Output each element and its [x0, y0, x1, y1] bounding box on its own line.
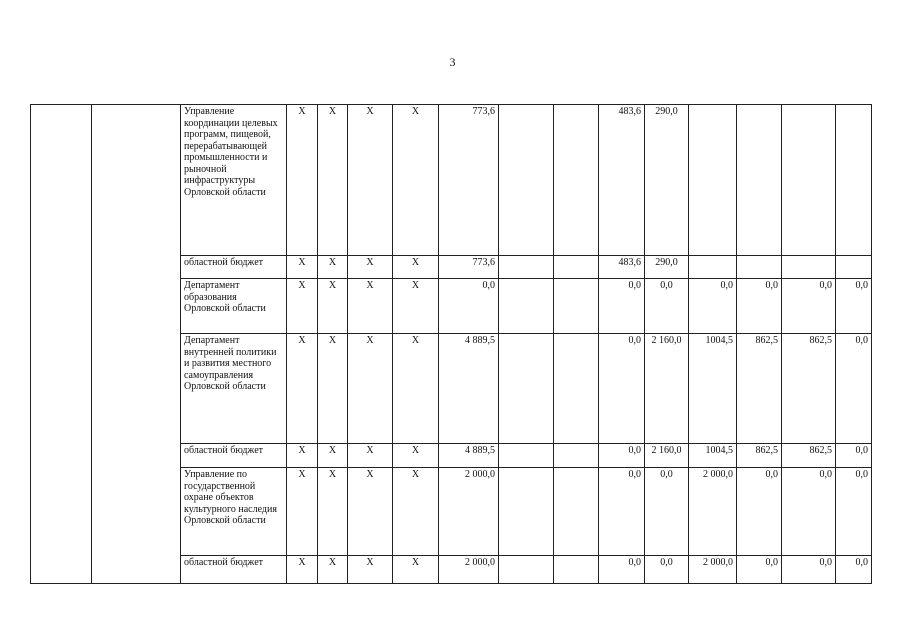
year-cell: 2 160,0 — [645, 444, 689, 468]
year-cell — [499, 105, 554, 256]
x-cell: Х — [393, 556, 439, 584]
year-cell — [737, 105, 782, 256]
x-cell: Х — [287, 556, 318, 584]
year-cell: 0,0 — [645, 556, 689, 584]
year-cell: 0,0 — [737, 468, 782, 556]
year-cell: 2 000,0 — [689, 468, 737, 556]
year-cell — [836, 105, 872, 256]
year-cell: 483,6 — [599, 105, 645, 256]
x-cell: Х — [287, 105, 318, 256]
year-cell — [689, 256, 737, 279]
year-cell — [554, 556, 599, 584]
total-cell: 773,6 — [439, 256, 499, 279]
year-cell: 0,0 — [836, 279, 872, 334]
x-cell: Х — [348, 444, 393, 468]
year-cell — [836, 256, 872, 279]
x-cell: Х — [348, 256, 393, 279]
year-cell — [499, 556, 554, 584]
x-cell: Х — [287, 444, 318, 468]
year-cell: 0,0 — [836, 334, 872, 444]
year-cell — [499, 468, 554, 556]
year-cell — [499, 279, 554, 334]
x-cell: Х — [318, 256, 348, 279]
year-cell: 0,0 — [599, 444, 645, 468]
total-cell: 4 889,5 — [439, 444, 499, 468]
year-cell: 0,0 — [836, 444, 872, 468]
total-cell: 2 000,0 — [439, 556, 499, 584]
year-cell: 0,0 — [782, 468, 836, 556]
page-number: 3 — [449, 55, 456, 69]
x-cell: Х — [287, 279, 318, 334]
x-cell: Х — [348, 334, 393, 444]
year-cell — [782, 256, 836, 279]
executor-name-cell: Управление координации целевых программ, пищевой, перерабатывающей промышленности и рыночной инфраструктуры Орловской области — [181, 105, 287, 256]
year-cell: 0,0 — [782, 279, 836, 334]
total-cell: 0,0 — [439, 279, 499, 334]
x-cell: Х — [348, 556, 393, 584]
year-cell — [689, 105, 737, 256]
year-cell — [554, 279, 599, 334]
year-cell: 0,0 — [599, 334, 645, 444]
year-cell: 2 000,0 — [689, 556, 737, 584]
x-cell: Х — [318, 444, 348, 468]
year-cell: 0,0 — [737, 556, 782, 584]
year-cell: 290,0 — [645, 256, 689, 279]
year-cell: 0,0 — [645, 468, 689, 556]
year-cell: 862,5 — [782, 444, 836, 468]
year-cell: 1004,5 — [689, 444, 737, 468]
year-cell: 0,0 — [689, 279, 737, 334]
executor-name-cell: Департамент внутренней политики и развития местного самоуправления Орловской области — [181, 334, 287, 444]
executor-name-cell: областной бюджет — [181, 556, 287, 584]
x-cell: Х — [393, 334, 439, 444]
budget-table — [30, 104, 872, 584]
year-cell: 1004,5 — [689, 334, 737, 444]
x-cell: Х — [393, 105, 439, 256]
year-cell — [499, 334, 554, 444]
x-cell: Х — [318, 334, 348, 444]
year-cell — [499, 256, 554, 279]
year-cell: 0,0 — [782, 556, 836, 584]
year-cell: 862,5 — [737, 444, 782, 468]
year-cell — [554, 256, 599, 279]
x-cell: Х — [393, 468, 439, 556]
total-cell: 2 000,0 — [439, 468, 499, 556]
year-cell: 0,0 — [836, 468, 872, 556]
year-cell: 2 160,0 — [645, 334, 689, 444]
table-row — [31, 105, 872, 256]
merged-cell-col2 — [92, 105, 181, 584]
executor-name-cell: областной бюджет — [181, 256, 287, 279]
year-cell: 0,0 — [599, 468, 645, 556]
year-cell: 290,0 — [645, 105, 689, 256]
year-cell: 862,5 — [782, 334, 836, 444]
year-cell: 0,0 — [737, 279, 782, 334]
x-cell: Х — [348, 279, 393, 334]
year-cell — [782, 105, 836, 256]
x-cell: Х — [348, 105, 393, 256]
year-cell: 862,5 — [737, 334, 782, 444]
total-cell: 4 889,5 — [439, 334, 499, 444]
year-cell — [554, 468, 599, 556]
x-cell: Х — [393, 256, 439, 279]
x-cell: Х — [348, 468, 393, 556]
year-cell — [554, 444, 599, 468]
x-cell: Х — [287, 334, 318, 444]
x-cell: Х — [318, 105, 348, 256]
year-cell — [554, 334, 599, 444]
executor-name-cell: Департамент образования Орловской области — [181, 279, 287, 334]
year-cell: 0,0 — [599, 279, 645, 334]
executor-name-cell: областной бюджет — [181, 444, 287, 468]
total-cell: 773,6 — [439, 105, 499, 256]
year-cell — [499, 444, 554, 468]
x-cell: Х — [287, 256, 318, 279]
x-cell: Х — [318, 468, 348, 556]
year-cell: 0,0 — [599, 556, 645, 584]
executor-name-cell: Управление по государственной охране объектов культурного наследия Орловской области — [181, 468, 287, 556]
year-cell — [554, 105, 599, 256]
year-cell: 0,0 — [836, 556, 872, 584]
x-cell: Х — [318, 556, 348, 584]
merged-cell-col1 — [31, 105, 92, 584]
year-cell: 0,0 — [645, 279, 689, 334]
x-cell: Х — [287, 468, 318, 556]
year-cell — [737, 256, 782, 279]
x-cell: Х — [393, 444, 439, 468]
x-cell: Х — [318, 279, 348, 334]
year-cell: 483,6 — [599, 256, 645, 279]
x-cell: Х — [393, 279, 439, 334]
